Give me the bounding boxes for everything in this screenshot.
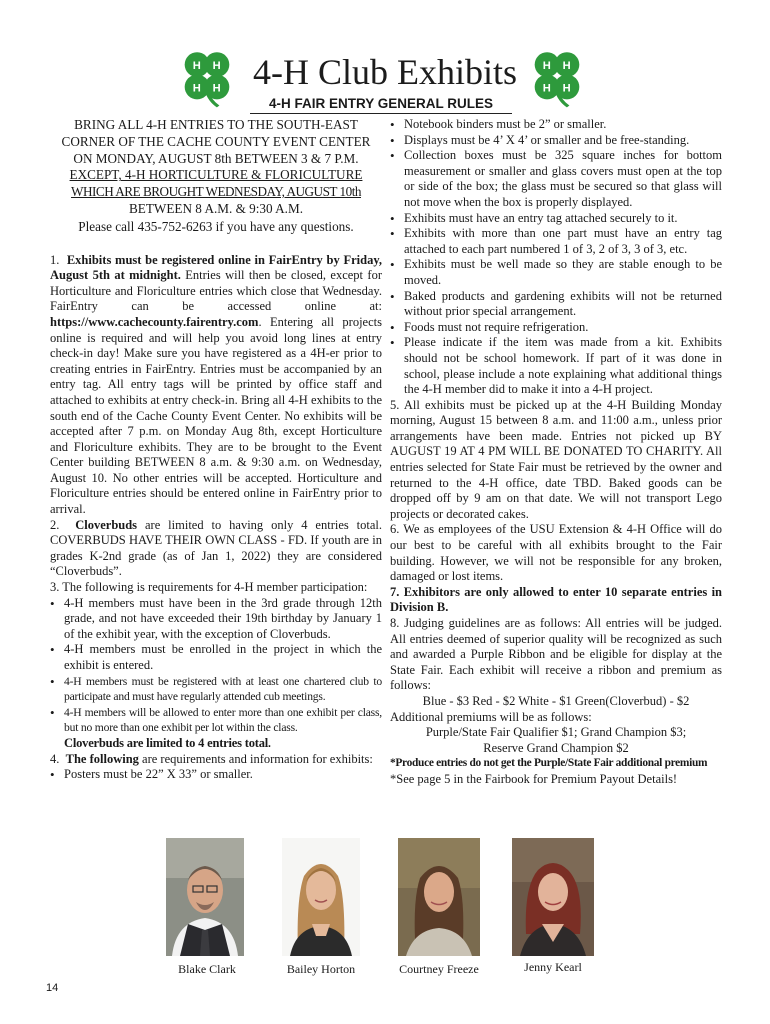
svg-text:H: H: [542, 59, 551, 72]
rule-4-list: [50, 767, 382, 783]
exhibit-requirements-list: [390, 117, 722, 398]
bring-entries-notice: [50, 117, 382, 236]
page-number: 14: [46, 982, 59, 994]
page-title: 4-H Club Exhibits: [252, 52, 517, 92]
rule-5: 5. All exhibits must be picked up at the 4-H Building Monday morning, August 15 between 8 a.m. and 11:00 a.m., unless prior arrangements have been made. Entries not picked up BY AUGUST 19 AT 4 PM WILL BE DONATED TO CHARITY. All entries selected for State Fair must be retrieved by the owner and returned to the 4-H office, date TBD. Baked goods can be dropped off by 9 am on that date. We will not transport Lego projects or decorated cakes.: [390, 397, 722, 521]
rule-1-bold: Exhibits must be registered online in FairEntry by Friday, August 5th at midnight.: [50, 252, 383, 283]
svg-text:H: H: [212, 82, 221, 95]
reserve-premium: Reserve Grand Champion $2: [483, 740, 629, 755]
svg-text:H: H: [542, 82, 551, 95]
list-item: • 4-H members must be enrolled in the project in which the exhibit is entered.: [50, 642, 382, 673]
rule-3: 3. The following is requirements for 4-H member participation:: [50, 580, 368, 595]
left-column: [50, 117, 382, 783]
right-column: [390, 117, 722, 788]
list-item: • Exhibits must have an entry tag attached securely to it.: [390, 211, 722, 227]
section-subtitle: 4-H FAIR ENTRY GENERAL RULES: [250, 95, 512, 114]
staff-photo-blake: [166, 838, 244, 956]
list-item: • 4-H members must be registered with at least one chartered club to participate and must have regularly attended cub meetings.: [50, 674, 382, 705]
list-item: • Posters must be 22” X 33” or smaller.: [50, 767, 382, 783]
svg-text:H: H: [192, 59, 201, 72]
additional-premiums-label: Additional premiums will be as follows:: [390, 709, 592, 724]
svg-text:H: H: [192, 82, 201, 95]
rule-8: 8. Judging guidelines are as follows: All entries will be judged. All entries deemed of superior quality will be recognized as such and awarded a Purple Ribbon and be eligible for display at the State Fair. Each exhibit will receive a ribbon and premium as follows:: [390, 616, 722, 693]
list-item: • Please indicate if the item was made from a kit. Exhibits should not be school homework. If part of it was done in school, please include a note explaining what additional things the 4-H member did to make it into a 4-H project.: [390, 335, 722, 397]
staff-photo-bailey: [282, 838, 360, 956]
list-item: • Baked products and gardening exhibits will not be returned without prior special arrangement.: [390, 289, 722, 320]
payout-note: *See page 5 in the Fairbook for Premium Payout Details!: [390, 771, 678, 786]
list-item: • Exhibits must be well made so they are stable enough to be moved.: [390, 257, 722, 288]
staff-photo-jenny: [512, 838, 594, 956]
staff-name: Jenny Kearl: [524, 960, 582, 974]
bring-line: WHICH ARE BROUGHT WEDNESDAY, AUGUST 10th: [71, 184, 361, 200]
staff-name: Blake Clark: [178, 962, 236, 976]
list-item: • Collection boxes must be 325 square inches for bottom measurement or smaller and glass covers must open at the top or side of the box; the glass must be secured so that glass will not move when the box is properly displayed.: [390, 148, 722, 210]
list-item: • 4-H members must have been in the 3rd grade through 12th grade, and not have exceeded their 19th birthday by January 1 of the exhibit year, with the exception of Cloverbuds.: [50, 596, 382, 643]
rule-6: 6. We as employees of the USU Extension & 4-H Office will do our best to be careful with all exhibits brought to the Fair building. However, we will not be responsible for any broken, damaged or lost items.: [390, 522, 722, 584]
list-item: • Notebook binders must be 2” or smaller.: [390, 117, 722, 133]
produce-note: *Produce entries do not get the Purple/State Fair additional premium: [390, 757, 708, 770]
svg-text:H: H: [562, 59, 571, 72]
rule-7: 7. Exhibitors are only allowed to enter 10 separate entries in Division B.: [390, 584, 722, 615]
rule-3-list: [50, 596, 382, 752]
staff-name: Bailey Horton: [286, 962, 356, 976]
purple-premiums: Purple/State Fair Qualifier $1; Grand Champion $3;: [425, 725, 687, 740]
svg-text:H: H: [212, 59, 221, 72]
bring-line: CORNER OF THE CACHE COUNTY EVENT CENTER: [61, 133, 371, 149]
bring-line: BETWEEN 8 A.M. & 9:30 A.M.: [129, 200, 303, 216]
rule-1: 1. Exhibits must be registered online in FairEntry by Friday, August 5th at midnight. Entries will then be closed, except for Horticulture and Floriculture entries which close that Wednesday. FairEntry can be accessed online at: https://www.cachecounty.fairentry.com. Entering all projects online is required and will help you avoid long lines at entry check-in day! Make sure you have registered as a 4H-er prior to creating entries in FairEntry. Entries must be accompanied by an entry tag. All entry tags will be printed by office staff and attached to exhibits at entry check-in. Bring all 4-H exhibits to the south end of the Cache County Event Center. No exhibits will be accepted after 7 p.m. on Monday Aug 8th, except Horticulture and Floriculture exhibits. They are to be brought to the Event Center building BETWEEN 8 a.m. & 9:30 a.m. on Wednesday, August 10. No other entries will be accepted. Horticulture and Floriculture entries should be entered online in FairEntry prior to arrival.: [50, 252, 383, 517]
staff-photos: [0, 838, 770, 988]
list-item: • Foods must not require refrigeration.: [390, 320, 722, 336]
fairentry-link[interactable]: https://www.cachecounty.fairentry.com: [50, 314, 259, 329]
bring-line: EXCEPT, 4-H HORTICULTURE & FLORICULTURE: [69, 167, 363, 183]
list-item: • Exhibits with more than one part must have an entry tag attached to each part numbered 1 of 3, 2 of 3, 3 of 3, etc.: [390, 226, 722, 257]
staff-name: Courtney Freeze: [399, 962, 479, 976]
rule-2: 2. Cloverbuds are limited to having only 4 entries total. COVERBUDS HAVE THEIR OWN CLASS - FD. If youth are in grades K-2nd grade (as of Jan 1, 2022) they are considered “Cloverbuds”.: [50, 517, 383, 579]
list-item: • 4-H members will be allowed to enter more than one exhibit per class, but no more than one exhibit per lot within the class. Cloverbuds are limited to 4 entries total.: [50, 705, 382, 752]
questions-phone: Please call 435-752-6263 if you have any questions.: [78, 218, 354, 234]
staff-photo-courtney: [398, 838, 480, 956]
svg-text:H: H: [562, 82, 571, 95]
ribbon-premiums: Blue - $3 Red - $2 White - $1 Green(Cloverbud) - $2: [422, 693, 690, 708]
list-item: • Displays must be 4’ X 4’ or smaller and be free-standing.: [390, 133, 722, 149]
bring-line: ON MONDAY, AUGUST 8th BETWEEN 3 & 7 P.M.: [73, 150, 359, 166]
bring-line: BRING ALL 4-H ENTRIES TO THE SOUTH-EAST: [74, 117, 358, 132]
rule-4: 4. The following are requirements and information for exhibits:: [50, 751, 373, 766]
